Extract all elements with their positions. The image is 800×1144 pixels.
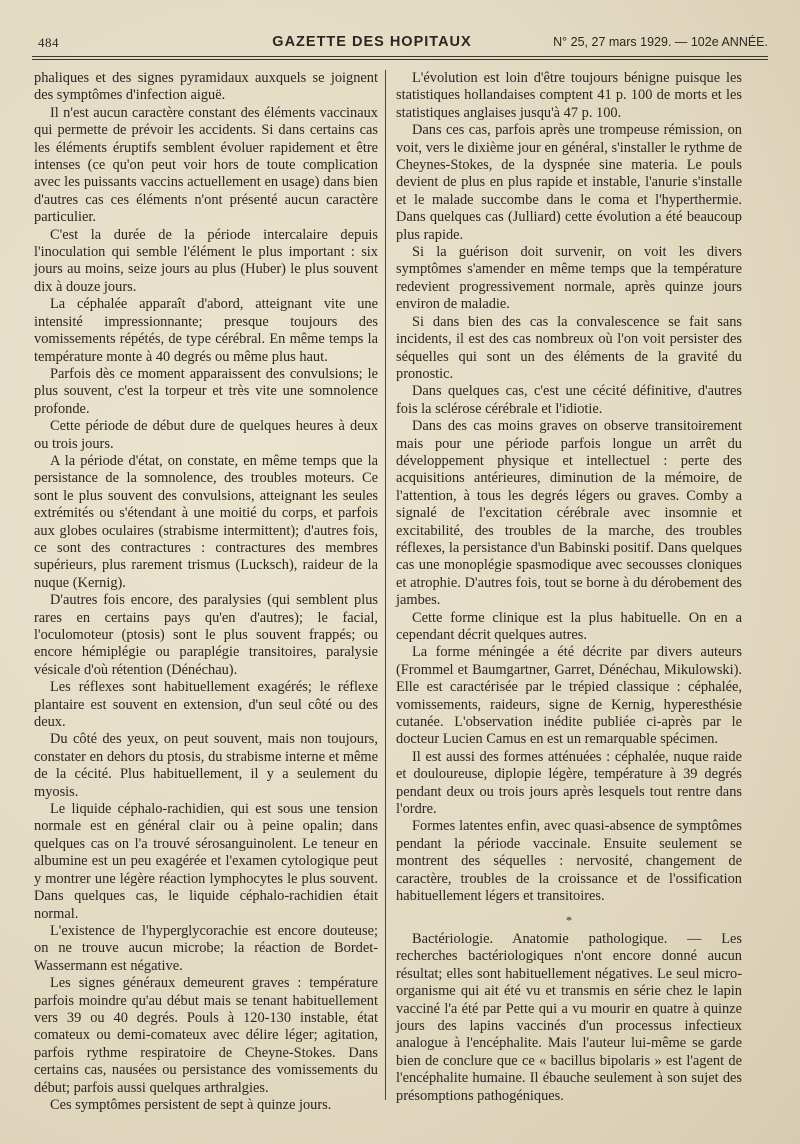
- header-rule-thin: [32, 59, 768, 60]
- section-separator: *: [566, 912, 572, 927]
- paragraph: Cette période de début dure de quelques heures à deux ou trois jours.: [34, 418, 378, 452]
- paragraph: Si la guérison doit survenir, on voit les divers symptômes s'amender en même temps que la température redevient progressivement normale, après quinze jours environ de maladie.: [396, 244, 742, 313]
- header-rule: [32, 56, 768, 57]
- paragraph: D'autres fois encore, des paralysies (qui semblent plus rares en certains pays qu'en d'autres); le facial, l'oculomoteur (ptosis) sont le plus souvent frappés; ou encore hémiplégie ou paraplégie transitoires, paralysie vésicale d'où rétention (Dénéchau).: [34, 592, 378, 678]
- paragraph: La céphalée apparaît d'abord, atteignant vite une intensité impressionnante; presque toujours des vomissements répétés, de type cérébral. En même temps la température monte à 40 degrés ou même plus haut.: [34, 296, 378, 365]
- paragraph: Les réflexes sont habituellement exagérés; le réflexe plantaire est souvent en extension, d'un seul côté ou des deux.: [34, 679, 378, 731]
- paragraph: L'existence de l'hyperglycorachie est encore douteuse; on ne trouve aucun microbe; la réaction de Bordet-Wassermann est négative.: [34, 922, 378, 974]
- paragraph: Formes latentes enfin, avec quasi-absence de symptômes pendant la période vaccinale. Ensuite seulement se montrent des séquelles : nervosité, changement de caractère, troubles de la croissance et de l'ossification habituellement légers et transitoires.: [396, 818, 742, 905]
- page-number: 484: [38, 35, 59, 50]
- paragraph: Cette forme clinique est la plus habituelle. On en a cependant décrit quelques autres.: [396, 609, 742, 643]
- paragraph: phaliques et des signes pyramidaux auxquels se joignent des symptômes d'infection aiguë.: [34, 70, 378, 104]
- publication-title: GAZETTE DES HOPITAUX: [272, 34, 472, 50]
- page-header: [32, 32, 768, 54]
- paragraph: Ces symptômes persistent de sept à quinze jours.: [50, 1096, 332, 1113]
- paragraph: Dans quelques cas, c'est une cécité définitive, d'autres fois la sclérose cérébrale et l'idiotie.: [396, 383, 742, 417]
- paragraph: Du côté des yeux, on peut souvent, mais non toujours, constater en dehors du ptosis, du strabisme interne et même de la cécité. Plus habituellement, il y a seulement du myosis.: [34, 731, 378, 800]
- paragraph: Il est aussi des formes atténuées : céphalée, nuque raide et douloureuse, diplopie légère, température à 39 degrés pendant deux ou trois jours après lesquels tout rentre dans l'ordre.: [396, 748, 742, 818]
- paragraph: Le liquide céphalo-rachidien, qui est sous une tension normale est en général clair ou à peine opalin; dans quelques cas on l'a trouvé sérosanguinolent. Le teneur en albumine est un peu exagérée et l'examen cytologique peut y montrer une légère réaction lymphocytes le plus souvent. Dans quelques cas, le liquide céphalo-rachidien était normal.: [34, 801, 378, 922]
- issue-info: N° 25, 27 mars 1929. — 102e ANNÉE.: [553, 35, 768, 49]
- paragraph: A la période d'état, on constate, en même temps que la persistance de la somnolence, des troubles moteurs. Ce sont le plus souvent des convulsions, atteignant les seules extrémités ou s'étendant à une moitié du corps, et parfois aux globes oculaires (strabisme intermittent); d'autres fois, ce sont des contractures : contractures des membres supérieurs, plus rarement trismus (Lucksch), raideur de la nuque (Kernig).: [34, 452, 378, 591]
- column-divider: [385, 70, 386, 1100]
- paragraph: Dans des cas moins graves on observe transitoirement mais pour une période parfois longue un arrêt du développement physique et intellectuel : perte des acquisitions antérieures, diminution de la mémoire, de l'attention, à tous les degrés légers ou graves. Comby a signalé de l'excitation cérébrale avec insomnie et excitabilité, des troubles de la marche, des troubles réflexes, la persistance d'un Babinski positif. Dans quelques cas une monoplégie spasmodique avec secousses cloniques et atrophie. D'autres fois, tout se borne à du dérobement des jambes.: [396, 418, 742, 609]
- paragraph: C'est la durée de la période intercalaire depuis l'inoculation qui semble l'élément le plus important : six jours au moins, seize jours au plus (Huber) le plus souvent dix à douze jours.: [34, 226, 378, 295]
- paragraph: Dans ces cas, parfois après une trompeuse rémission, on voit, vers le dixième jour en général, s'installer le rythme de Cheynes-Stokes, de la dyspnée sine materia. Le pouls devient de plus en plus rapide et instable, l'anurie s'installe et le malade succombe dans le coma et l'hyperthermie. Dans quelques cas (Julliard) cette évolution a été beaucoup plus rapide.: [396, 122, 742, 243]
- paragraph: Il n'est aucun caractère constant des éléments vaccinaux qui permette de prévoir les accidents. Si dans certains cas les éléments éruptifs semblent évoluer rapidement et être intenses (ce qu'on peut voir hors de toute complication avec les puissants vaccins actuellement en usage) dans bien d'autres cas ces éléments n'ont présenté aucun caractère particulier.: [34, 104, 378, 226]
- paragraph: Les signes généraux demeurent graves : température parfois moindre qu'au début mais se tenant habituellement vers 39 ou 40 degrés. Pouls à 120-130 instable, état comateux ou demi-comateux avec délire léger; agitation, parfois rythme respiratoire de Cheyne-Stokes. Dans certains cas, nausées ou persistance des vomissements du début; parfois aussi quelques arthralgies.: [34, 975, 378, 1096]
- paragraph: Bactériologie. Anatomie pathologique. — Les recherches bactériologiques n'ont encore donné aucun résultat; elles sont habituellement négatives. Le seul micro-organisme qui ait été vu et transmis en série chez le lapin vacciné l'a été par Pette qui a vu mourir en quatre à quinze jours des lapins vaccinés d'un processus infectieux analogue à l'encéphalite. Mais l'auteur lui-même se garde bien de conclure que ce « bacillus bipolaris » est l'agent de l'encéphalite humaine. Il ébauche seulement à son sujet des présomptions pathogéniques.: [396, 930, 742, 1104]
- left-column: [34, 70, 378, 1114]
- paragraph: Si dans bien des cas la convalescence se fait sans incidents, il est des cas nombreux où l'on voit persister des séquelles qui sont un des éléments de la gravité du pronostic.: [396, 313, 742, 382]
- right-column: [396, 70, 742, 1105]
- paragraph: Parfois dès ce moment apparaissent des convulsions; le plus souvent, c'est la torpeur et très vite une somnolence profonde.: [34, 365, 378, 417]
- paragraph: L'évolution est loin d'être toujours bénigne puisque les statistiques hollandaises comptent 41 p. 100 de morts et les statistiques anglaises jusqu'à 47 p. 100.: [396, 70, 742, 121]
- paragraph: La forme méningée a été décrite par divers auteurs (Frommel et Baumgartner, Garret, Dénéchau, Mikulowski). Elle est caractérisée par le trépied classique : céphalée, vomissements, raideurs, signe de Kernig, hyperesthésie cutanée. L'observation inédite publiée ci-après par le docteur Lucien Camus en est un remarquable spécimen.: [396, 644, 742, 748]
